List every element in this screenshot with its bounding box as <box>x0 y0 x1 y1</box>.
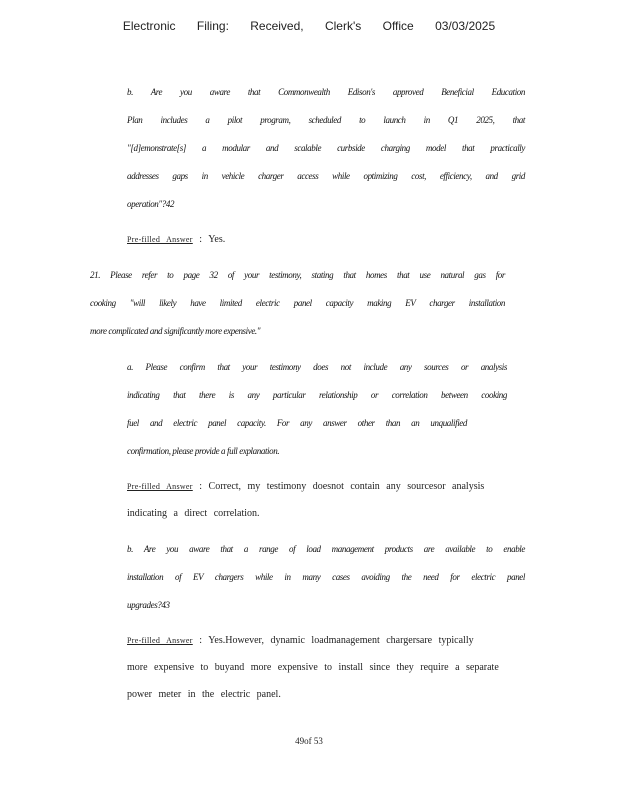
header-word: Filing: <box>196 19 229 33</box>
header-word: Received, <box>250 19 304 33</box>
answer-21a <box>127 473 484 527</box>
header-word: Clerk's <box>324 19 362 33</box>
answer-text: power meter in the electric panel. <box>127 689 281 700</box>
text-line: upgrades?43 <box>127 600 170 610</box>
text-line: b. Are you aware that Commonwealth Edison's approved Beneficial Education <box>127 87 525 97</box>
question-21 <box>90 261 505 345</box>
question-21b <box>127 535 525 619</box>
text-line: cooking "will likely have limited electric panel capacity making EV charger installation <box>90 298 505 308</box>
text-line: installation of EV chargers while in many cases avoiding the need for electric panel <box>127 572 525 582</box>
answer-21b <box>127 627 499 708</box>
answer-text: more expensive to buyand more expensive to install since they require a separate <box>127 662 499 673</box>
filing-header <box>0 19 618 33</box>
answer-text: indicating a direct correlation. <box>127 508 260 519</box>
text-line: indicating that there is any particular relationship or correlation between cooking <box>127 390 507 400</box>
text-line: b. Are you aware that a range of load management products are available to enable <box>127 544 525 554</box>
answer-b-curbside <box>127 226 225 253</box>
text-line: more complicated and significantly more expensive." <box>90 326 261 336</box>
header-date: 03/03/2025 <box>435 19 496 33</box>
answer-text: Yes.However, dynamic loadmanagement chargersare typically <box>208 635 474 646</box>
answer-label: Pre-filled Answer <box>127 482 193 491</box>
text-line: addresses gaps in vehicle charger access while optimizing cost, efficiency, and grid <box>127 171 525 181</box>
answer-separator: : <box>199 481 203 492</box>
text-line: Plan includes a pilot program, scheduled to launch in Q1 2025, that <box>127 115 525 125</box>
answer-label: Pre-filled Answer <box>127 235 193 244</box>
answer-separator: : <box>199 635 203 646</box>
text-line: 21. Please refer to page 32 of your testimony, stating that homes that use natural gas for <box>90 270 505 280</box>
answer-separator: : <box>199 234 203 245</box>
question-b-curbside <box>127 78 525 218</box>
text-line: confirmation, please provide a full explanation. <box>127 446 280 456</box>
text-line: operation"?42 <box>127 199 175 209</box>
page-number: 49of 53 <box>295 736 323 746</box>
header-word: Office <box>382 19 414 33</box>
text-line: "[d]emonstrate[s] a modular and scalable curbside charging model that practically <box>127 143 525 153</box>
answer-text: Correct, my testimony doesnot contain any sourcesor analysis <box>208 481 485 492</box>
answer-text: Yes. <box>208 234 226 245</box>
text-line: a. Please confirm that your testimony does not include any sources or analysis <box>127 362 507 372</box>
text-line: fuel and electric panel capacity. For any answer other than an unqualified <box>127 418 467 428</box>
header-word: Electronic <box>122 19 176 33</box>
question-21a <box>127 353 507 465</box>
answer-label: Pre-filled Answer <box>127 636 193 645</box>
